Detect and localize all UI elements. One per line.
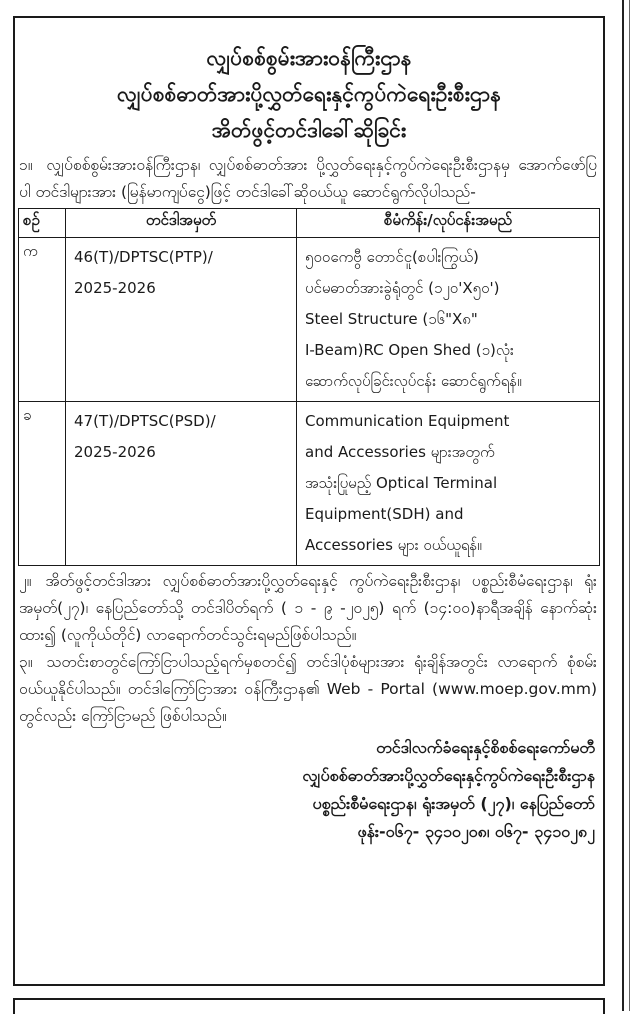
- submission-paragraph: [15, 568, 603, 649]
- para-number: ၃။: [19, 653, 33, 671]
- committee-name: တင်ဒါလက်ခံရေးနှင့်စိစစ်ရေးကော်မတီ: [376, 738, 595, 757]
- intro-paragraph: [15, 152, 603, 206]
- phone-numbers: ဖုန်း-၀၆၇- ၃၄၁၀၂၀၈၊ ၀၆၇- ၃၄၁၀၂၈၂: [357, 822, 595, 841]
- notice-header: [15, 18, 603, 148]
- project-description: [297, 238, 600, 402]
- page-edge-line-thin: [629, 0, 630, 1011]
- header-no: စဉ်: [19, 209, 66, 238]
- para-text: အိတ်ဖွင့်တင်ဒါအား လျှပ်စစ်ဓာတ်အားပို့လွှတ်ရေးနှင့် ကွပ်ကဲရေးဦးစီးဌာန၊ ပစ္စည်းစီမံရေးဌာန၊ ရုံးအမှတ်(၂၇)၊ နေပြည်တော်သို့ တင်ဒါပိတ်ရက် ( ၁ - ၉ -၂၀၂၅) ရက် (၁၄:၀၀)နာရီအချိန် နောက်ဆုံးထား၍ (လူကိုယ်တိုင်) လာရောက်တင်သွင်းရမည်ဖြစ်ပါသည်။: [19, 572, 597, 644]
- signature-block: [15, 734, 603, 846]
- header-tender-no: တင်ဒါအမှတ်: [66, 209, 297, 238]
- para-number: ၁။: [19, 156, 33, 174]
- desc-line: Communication Equipment: [305, 412, 510, 430]
- desc-line: အသုံးပြုမည့် Optical Terminal: [305, 474, 498, 492]
- table-row: [19, 238, 600, 402]
- para-text: သတင်းစာတွင်ကြော်ငြာပါသည့်ရက်မှစတင်၍ တင်ဒါပုံစံများအား ရုံးချိန်အတွင်း လာရောက် စုံစမ်းဝယ်ယူနိုင်ပါသည်။ တင်ဒါကြော်ငြာအား ဝန်ကြီးဌာန၏ Web - Portal (www.moep.gov.mm) တွင်လည်း ကြော်ငြာမည် ဖြစ်ပါသည်။: [19, 653, 597, 725]
- desc-line: Steel Structure (၁၆"X၈": [305, 310, 478, 328]
- tender-number-line: 47(T)/DPTSC(PSD)/: [74, 412, 216, 430]
- desc-line: ဆောက်လုပ်ခြင်းလုပ်ငန်း ဆောင်ရွက်ရန်။: [305, 372, 522, 390]
- desc-line: I-Beam)RC Open Shed (၁)လုံး: [305, 341, 514, 359]
- purchase-paragraph: [15, 649, 603, 730]
- project-description: [297, 402, 600, 566]
- desc-line: Equipment(SDH) and: [305, 505, 464, 523]
- desc-line: Accessories များ ဝယ်ယူရန်။: [305, 536, 482, 554]
- office-address: ပစ္စည်းစီမံရေးဌာန၊ ရုံးအမှတ် (၂၇)၊ နေပြည်တော်: [312, 794, 595, 813]
- tender-year-line: 2025-2026: [74, 443, 156, 461]
- table-header-row: [19, 209, 600, 238]
- tender-number: [66, 238, 297, 402]
- notice-title: အိတ်ဖွင့်တင်ဒါခေါ်ဆိုခြင်း: [211, 118, 407, 142]
- department-name: လျှပ်စစ်ဓာတ်အားပို့လွှတ်ရေးနှင့်ကွပ်ကဲရေးဦးစီးဌာန: [302, 766, 595, 785]
- tender-notice: [13, 16, 605, 986]
- row-no: က: [19, 238, 66, 402]
- header-project-name: စီမံကိန်း/လုပ်ငန်းအမည်: [297, 209, 600, 238]
- row-no: ခ: [19, 402, 66, 566]
- next-notice-border: [13, 998, 605, 1014]
- desc-line: ၅၀၀ကေဗွီ တောင်ငူ(စပါးကြွယ်): [305, 248, 479, 266]
- desc-line: and Accessories များအတွက်: [305, 443, 495, 461]
- tender-year-line: 2025-2026: [74, 279, 156, 297]
- tender-table: [18, 208, 600, 566]
- tender-number: [66, 402, 297, 566]
- tender-number-line: 46(T)/DPTSC(PTP)/: [74, 248, 213, 266]
- ministry-title: လျှပ်စစ်စွမ်းအားဝန်ကြီးဌာန: [206, 46, 412, 70]
- para-text: လျှပ်စစ်စွမ်းအားဝန်ကြီးဌာန၊ လျှပ်စစ်ဓာတ်အား ပို့လွှတ်ရေးနှင့်ကွပ်ကဲရေးဦးစီးဌာနမှ အောက်ဖော်ပြပါ တင်ဒါများအား (မြန်မာကျပ်ငွေ)ဖြင့် တင်ဒါခေါ်ဆိုဝယ်ယူ ဆောင်ရွက်လိုပါသည်-: [19, 156, 597, 201]
- department-title: လျှပ်စစ်ဓာတ်အားပို့လွှတ်ရေးနှင့်ကွပ်ကဲရေးဦးစီးဌာန: [116, 82, 502, 106]
- page-edge-line: [622, 0, 624, 1011]
- table-row: [19, 402, 600, 566]
- desc-line: ပင်မဓာတ်အားခွဲရုံတွင် (၁၂၀'X၅၀'): [305, 279, 500, 297]
- para-number: ၂။: [19, 572, 32, 590]
